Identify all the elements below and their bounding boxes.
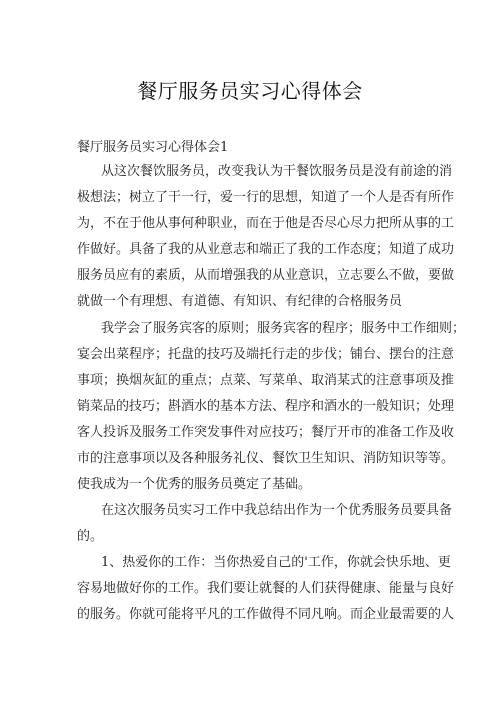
paragraph-line: 极想法；树立了干一行，爱一行的思想，知道了一个人是否有所作 bbox=[77, 190, 455, 205]
paragraph-line: 就做一个有理想、有道德、有知识、有纪律的合格服务员 bbox=[77, 294, 403, 309]
paragraph-line: 的。 bbox=[77, 529, 104, 544]
paragraph-line: 客人投诉及服务工作突发事件对应技巧；餐厅开市的准备工作及收 bbox=[77, 425, 455, 440]
document-title: 餐厅服务员实习心得体会 bbox=[137, 79, 363, 103]
section-heading: 餐厅服务员实习心得体会1 bbox=[77, 140, 229, 155]
paragraph-line: 宴会出菜程序；托盘的技巧及端托行走的步伐；铺台、摆台的注意 bbox=[77, 347, 455, 362]
paragraph-line: 使我成为一个优秀的服务员奠定了基础。 bbox=[77, 477, 312, 492]
paragraph-line: 容易地做好你的工作。我们要让就餐的人们获得健康、能量与良好 bbox=[77, 581, 455, 596]
paragraph-line: 1、热爱你的工作：当你热爱自己的'工作，你就会快乐地、更 bbox=[101, 555, 451, 570]
paragraph-line: 在这次服务员实习工作中我总结出作为一个优秀服务员要具备 bbox=[101, 503, 453, 518]
paragraph-line: 事项；换烟灰缸的重点；点菜、写菜单、取消某式的注意事项及推 bbox=[77, 373, 455, 388]
paragraph-line: 市的注意事项以及各种服务礼仪、餐饮卫生知识、消防知识等等。 bbox=[77, 451, 455, 466]
paragraph-line: 的服务。你就可能将平凡的工作做得不同凡响。而企业最需要的人 bbox=[77, 607, 455, 622]
paragraph-line: 从这次餐饮服务员，改变我认为干餐饮服务员是没有前途的消 bbox=[101, 164, 453, 179]
paragraph-line: 作做好。具备了我的从业意志和端正了我的工作态度；知道了成功 bbox=[77, 242, 455, 257]
paragraph-line: 销菜品的技巧；斟酒水的基本方法、程序和酒水的一般知识；处理 bbox=[77, 399, 455, 414]
paragraph-line: 我学会了服务宾客的原则；服务宾客的程序；服务中工作细则； bbox=[101, 321, 466, 336]
paragraph-line: 服务员应有的素质，从而增强我的从业意识，立志要么不做，要做 bbox=[77, 268, 455, 283]
paragraph-line: 为，不在于他从事何种职业，而在于他是否尽心尽力把所从事的工 bbox=[77, 216, 455, 231]
